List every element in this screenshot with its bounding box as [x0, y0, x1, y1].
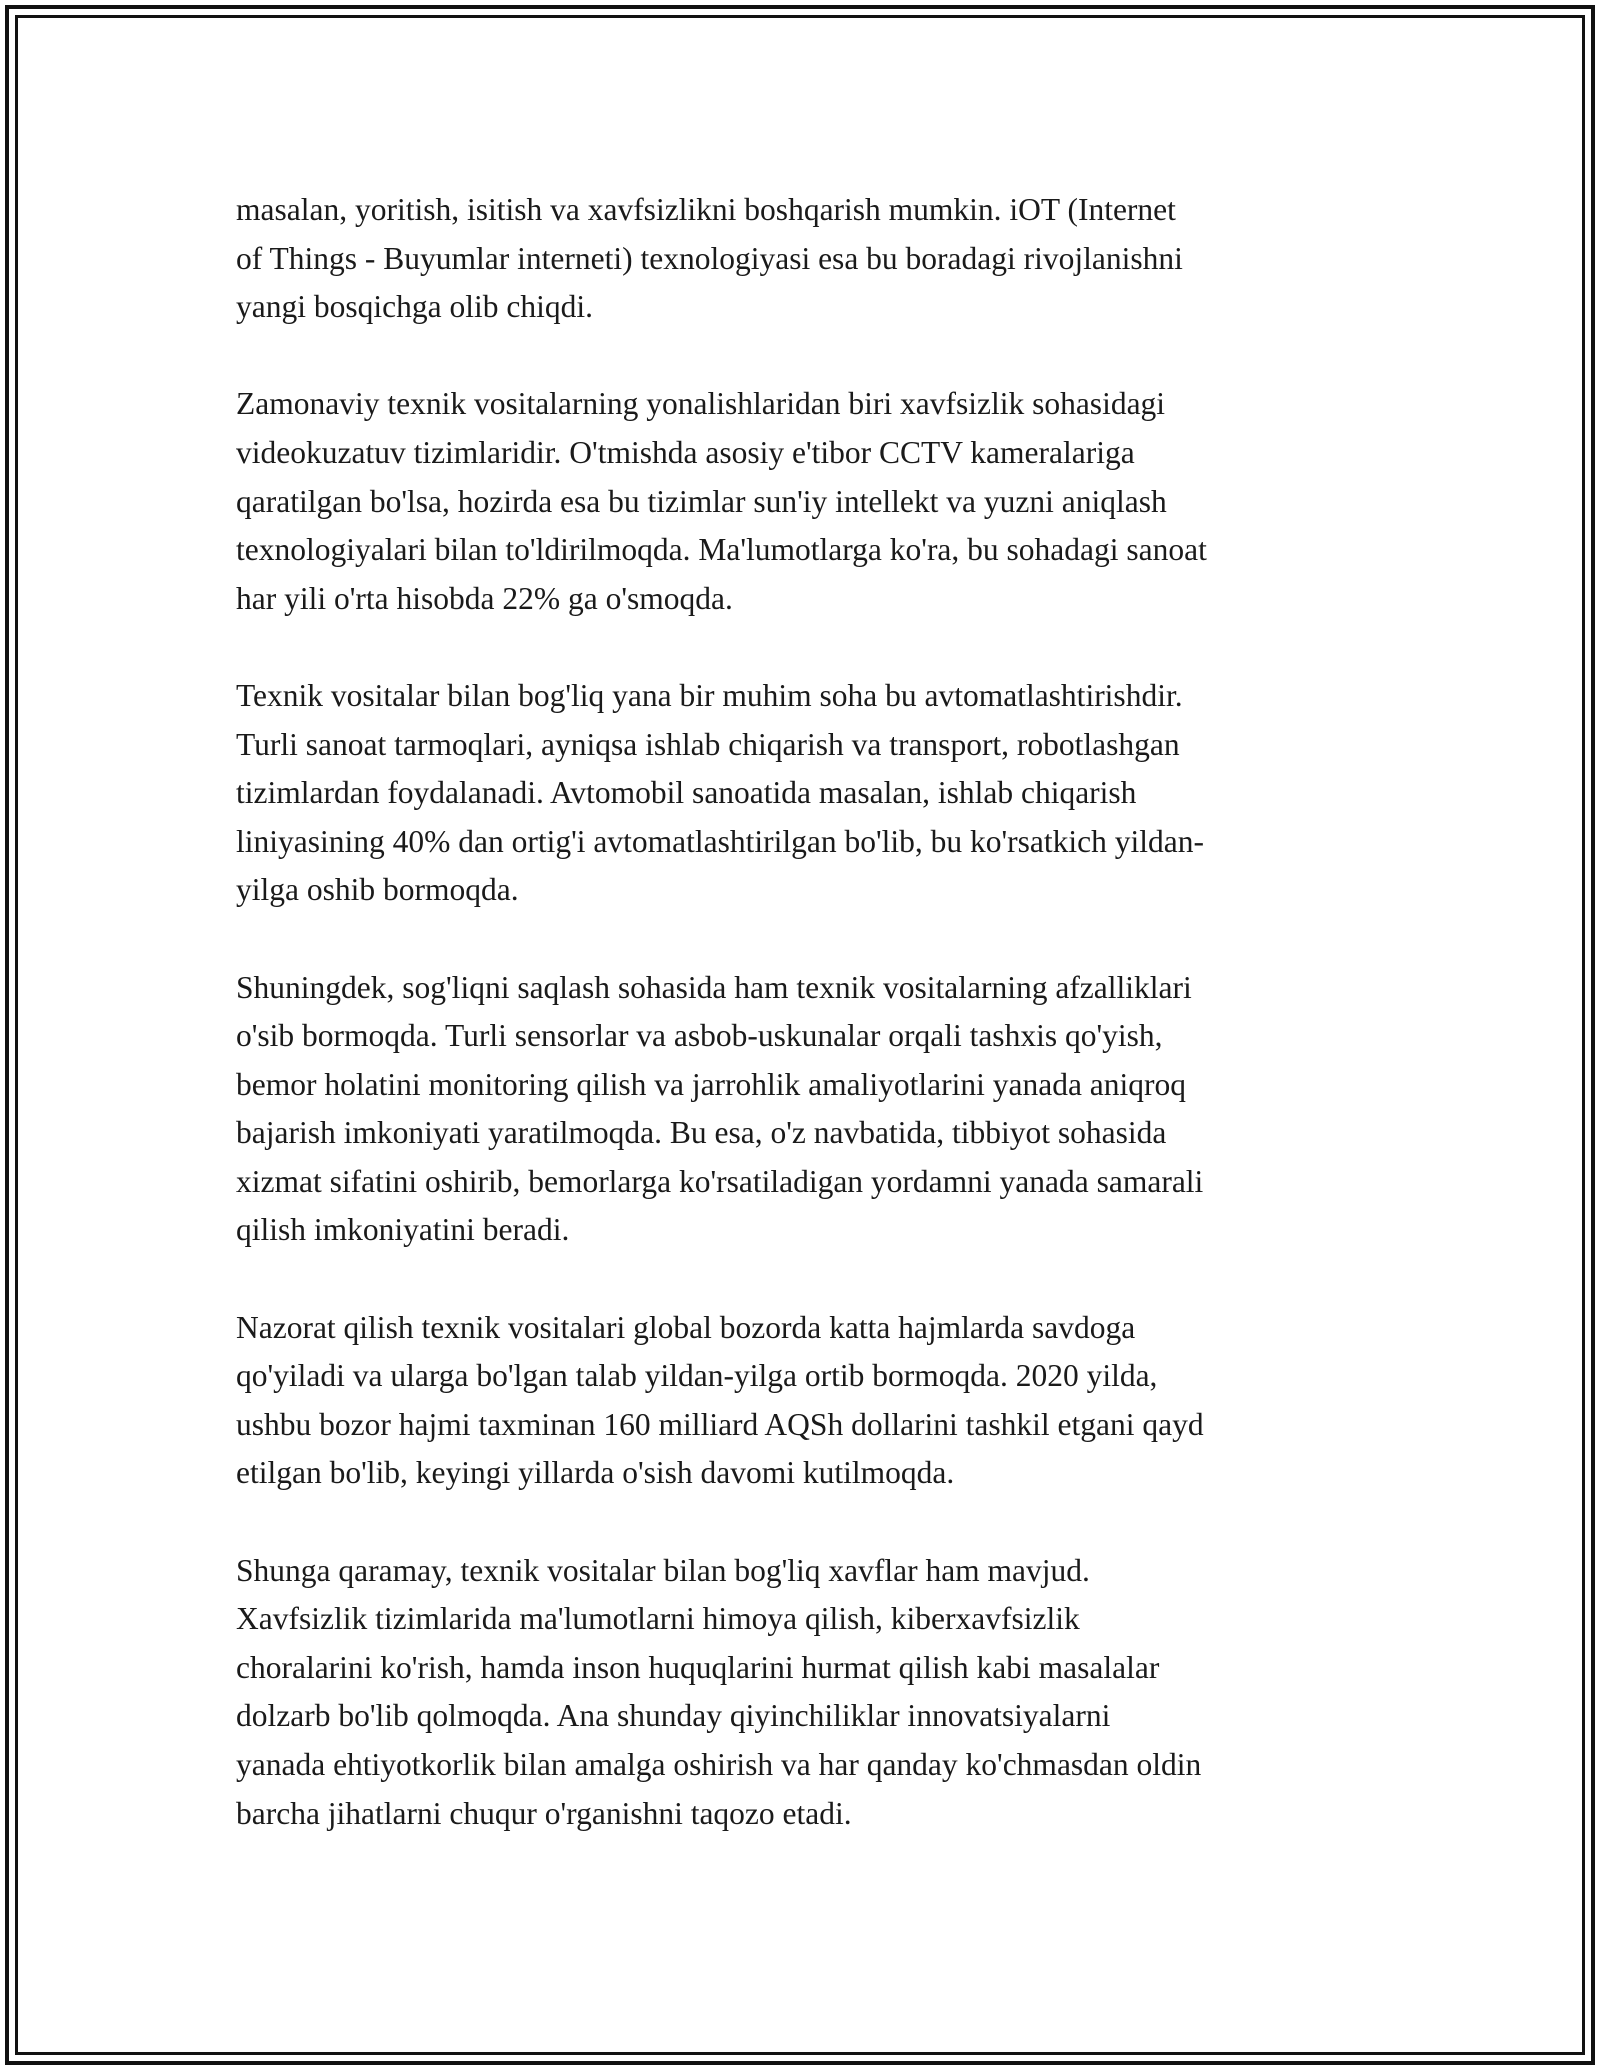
text-line: barcha jihatlarni chuqur o'rganishni taqozo etadi. — [236, 1795, 852, 1831]
text-line: yilga oshib bormoqda. — [236, 872, 519, 908]
text-line: qo'yiladi va ularga bo'lgan talab yildan-yilga ortib bormoqda. 2020 yilda, — [236, 1358, 1158, 1394]
text-line: of Things - Buyumlar interneti) texnologiyasi esa bu boradagi rivojlanishni — [236, 240, 1183, 276]
paragraph-4 — [236, 964, 1376, 1256]
paragraph-5 — [236, 1304, 1376, 1498]
text-line: liniyasining 40% dan ortig'i avtomatlashtirilgan bo'lib, bu ko'rsatkich yildan- — [236, 823, 1204, 859]
text-line: Nazorat qilish texnik vositalari global bozorda katta hajmlarda savdoga — [236, 1309, 1136, 1345]
text-line: tizimlardan foydalanadi. Avtomobil sanoatida masalan, ishlab chiqarish — [236, 775, 1137, 811]
text-line: Turli sanoat tarmoqlari, ayniqsa ishlab chiqarish va transport, robotlashgan — [236, 726, 1180, 762]
text-line: choralarini ko'rish, hamda inson huquqlarini hurmat qilish kabi masalalar — [236, 1649, 1160, 1685]
text-line: Zamonaviy texnik vositalarning yonalishlaridan biri xavfsizlik sohasidagi — [236, 386, 1166, 422]
text-line: xizmat sifatini oshirib, bemorlarga ko'rsatiladigan yordamni yanada samarali — [236, 1163, 1204, 1199]
paragraph-2 — [236, 380, 1376, 623]
text-line: har yili o'rta hisobda 22% ga o'smoqda. — [236, 580, 733, 616]
text-line: yanada ehtiyotkorlik bilan amalga oshirish va har qanday ko'chmasdan oldin — [236, 1747, 1202, 1782]
text-line: Shuningdek, sog'liqni saqlash sohasida ham texnik vositalarning afzalliklari — [236, 969, 1192, 1005]
text-line: bemor holatini monitoring qilish va jarrohlik amaliyotlarini yanada aniqroq — [236, 1066, 1187, 1102]
text-line: Shunga qaramay, texnik vositalar bilan bog'liq xavflar ham mavjud. — [236, 1552, 1090, 1588]
paragraph-1 — [236, 186, 1376, 332]
text-line: qilish imkoniyatini beradi. — [236, 1212, 570, 1248]
text-line: Texnik vositalar bilan bog'liq yana bir muhim soha bu avtomatlashtirishdir. — [236, 677, 1183, 713]
paragraph-6 — [236, 1547, 1376, 1839]
text-line: etilgan bo'lib, keyingi yillarda o'sish davomi kutilmoqda. — [236, 1455, 955, 1491]
text-line: o'sib bormoqda. Turli sensorlar va asbob-uskunalar orqali tashxis qo'yish, — [236, 1018, 1163, 1054]
text-line: Xavfsizlik tizimlarida ma'lumotlarni himoya qilish, kiberxavfsizlik — [236, 1601, 1080, 1637]
text-line: bajarish imkoniyati yaratilmoqda. Bu esa, o'z navbatida, tibbiyot sohasida — [236, 1115, 1167, 1151]
document-body — [236, 186, 1376, 1887]
text-line: yangi bosqichga olib chiqdi. — [236, 289, 593, 325]
text-line: dolzarb bo'lib qolmoqda. Ana shunday qiyinchiliklar innovatsiyalarni — [236, 1698, 1111, 1734]
text-line: ushbu bozor hajmi taxminan 160 milliard AQSh dollarini tashkil etgani qayd — [236, 1406, 1204, 1442]
text-line: texnologiyalari bilan to'ldirilmoqda. Ma'lumotlarga ko'ra, bu sohadagi sanoat — [236, 532, 1207, 568]
text-line: videokuzatuv tizimlaridir. O'tmishda asosiy e'tibor CCTV kameralariga — [236, 434, 1135, 470]
text-line: masalan, yoritish, isitish va xavfsizlikni boshqarish mumkin. iOT (Internet — [236, 192, 1176, 227]
text-line: qaratilgan bo'lsa, hozirda esa bu tizimlar sun'iy intellekt va yuzni aniqlash — [236, 483, 1167, 519]
paragraph-3 — [236, 672, 1376, 915]
